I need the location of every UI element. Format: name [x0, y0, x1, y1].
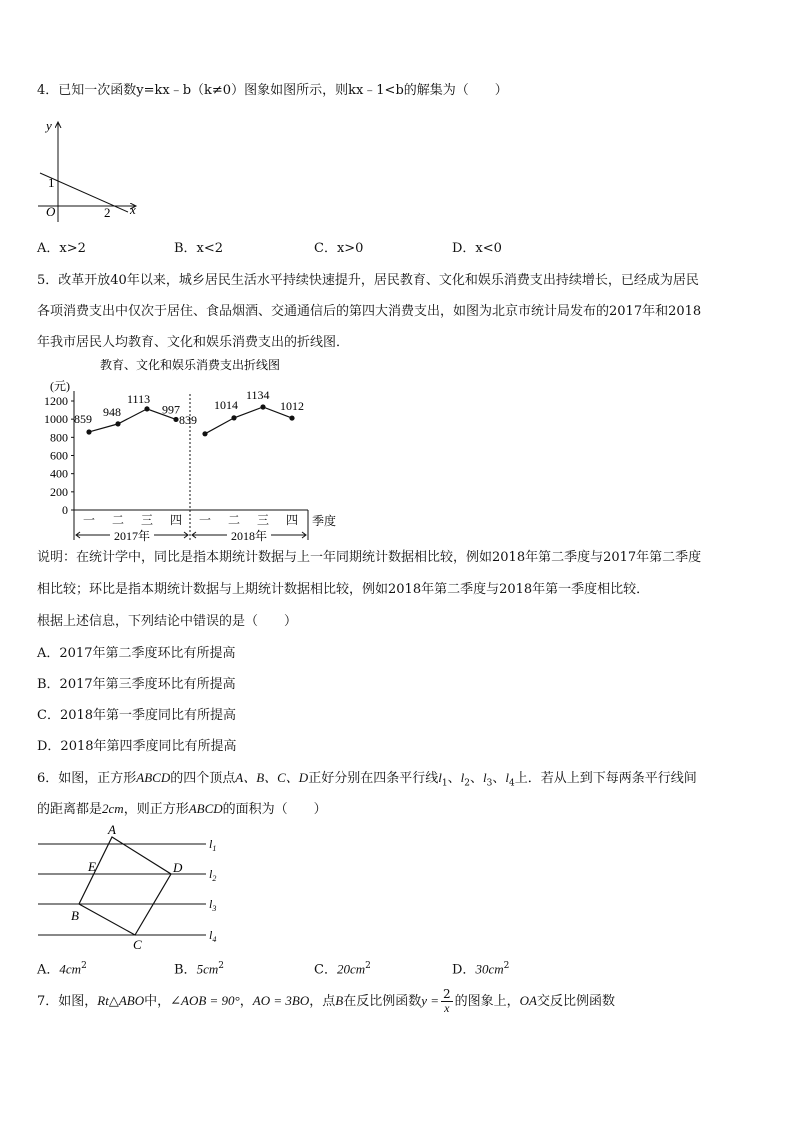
chart-x-tick-label: 三 [256, 513, 270, 527]
chart-point [173, 417, 178, 422]
chart-y-tick-label: 600 [50, 448, 68, 463]
chart-y-tick-label: 200 [50, 484, 68, 499]
q4-option-a: A．x>2 [37, 241, 86, 256]
chart-data-label: 839 [179, 412, 197, 427]
chart-y-tick-label: 0 [62, 503, 68, 517]
square-abcd [79, 837, 171, 935]
chart-x-tick-label: 二 [227, 513, 241, 527]
q4-origin-label: O [46, 204, 56, 219]
q4-stem: 4．已知一次函数y=kx﹣b（k≠0）图象如图所示，则kx﹣1<b的解集为（ ） [37, 83, 508, 98]
q7-stem: 7．如图，Rt△ABO中，∠AOB = 90°，AO = 3BO，点B在反比例函数y = $\frac{2}{x}$ 的图象上，OA交反比例函数 [37, 987, 616, 1015]
chart-x-tick-label: 二 [111, 513, 125, 527]
chart-y-tick-label: 1000 [44, 412, 68, 427]
chart-y-tick-label: 800 [50, 430, 68, 445]
q5-question: 根据上述信息，下列结论中错误的是（ ） [37, 614, 298, 629]
chart-y-tick-label: 400 [50, 466, 68, 481]
q4-x-intercept-label: 2 [104, 205, 111, 220]
q5-option-d: D．2018年第四季度同比有所提高 [37, 739, 237, 754]
label-l1: $l_1$ [209, 837, 217, 853]
chart-point [86, 429, 91, 434]
chart-data-label: 1012 [280, 399, 304, 414]
chart-data-label: 1134 [246, 387, 270, 402]
label-B: B [71, 908, 79, 923]
chart-data-label: 859 [74, 411, 92, 426]
q6-stem-line-2: 的距离都是2cm，则正方形ABCD的面积为（ ） [37, 801, 327, 817]
chart-year-label: 2017年 [113, 529, 151, 543]
q5-note-line-2: 相比较；环比是指本期统计数据与上期统计数据相比较，例如2018年第二季度与2018年第一季度相比较． [37, 582, 650, 597]
chart-point [231, 415, 236, 420]
chart-x-tick-label: 三 [140, 513, 154, 527]
q5-line-chart [30, 352, 360, 546]
chart-point [115, 421, 120, 426]
chart-point [202, 431, 207, 436]
chart-x-axis-label: 季度 [312, 514, 337, 528]
chart-y-unit: (元) [50, 379, 70, 393]
q6-option-b: B．$5cm^2$ [174, 961, 224, 978]
q4-y-intercept-label: 1 [48, 175, 55, 190]
chart-point [260, 404, 265, 409]
q4-option-c: C．x>0 [314, 241, 364, 256]
chart-point [144, 406, 149, 411]
chart-x-tick-label: 一 [198, 513, 212, 527]
label-l2: $l_2$ [209, 867, 217, 883]
q4-option-b: B．x<2 [174, 241, 224, 256]
chart-data-label: 948 [103, 404, 121, 419]
q7-fraction: $\frac{2}{x}$ [443, 987, 451, 1015]
q5-option-a: A．2017年第二季度环比有所提高 [37, 646, 236, 661]
label-A: A [108, 822, 116, 837]
q4-x-label: x [130, 202, 136, 217]
chart-year-label: 2018年 [230, 529, 268, 543]
q5-line-1: 5．改革开放40年以来，城乡居民生活水平持续快速提升，居民教育、文化和娱乐消费支出持续增长，已经成为居民 [37, 273, 699, 288]
q5-note-line-1: 说明：在统计学中，同比是指本期统计数据与上一年同期统计数据相比较，例如2018年第二季度与2017年第二季度 [37, 550, 702, 565]
q6-option-a: A．$4cm^2$ [37, 961, 87, 978]
q5-option-b: B．2017年第三季度环比有所提高 [37, 677, 236, 692]
q5-line-2: 各项消费支出中仅次于居住、食品烟酒、交通通信后的第四大消费支出，如图为北京市统计局发布的2017年和2018 [37, 304, 702, 319]
q4-graph [36, 116, 146, 224]
chart-data-label: 1014 [214, 397, 238, 412]
q5-line-3: 年我市居民人均教育、文化和娱乐消费支出的折线图． [37, 335, 350, 350]
q5-option-c: C．2018年第一季度同比有所提高 [37, 708, 237, 723]
chart-x-tick-label: 四 [169, 513, 183, 527]
label-l4: $l_4$ [209, 928, 217, 944]
q6-figure [36, 822, 226, 952]
chart-title: 教育、文化和娱乐消费支出折线图 [100, 358, 281, 372]
label-l3: $l_3$ [209, 897, 217, 913]
chart-data-label: 997 [162, 402, 180, 417]
q6-option-d: D．$30cm^2$ [452, 961, 510, 978]
q6-option-c: C．$20cm^2$ [314, 961, 371, 978]
chart-point [289, 415, 294, 420]
q4-option-d: D．x<0 [452, 241, 502, 256]
chart-x-tick-label: 四 [285, 513, 299, 527]
label-C: C [133, 937, 142, 952]
chart-x-tick-label: 一 [82, 513, 96, 527]
chart-y-tick-label: 1200 [44, 394, 68, 408]
q4-y-label: y [46, 118, 52, 133]
label-E: E [88, 859, 96, 874]
chart-data-label: 1113 [127, 391, 151, 406]
label-D: D [173, 860, 183, 875]
q6-stem-line-1: 6．如图，正方形ABCD的四个顶点A、B、C、D正好分别在四条平行线$l_1$、$l_2$、$l_3$、$l_4$上．若从上到下每两条平行线间 [37, 770, 697, 789]
